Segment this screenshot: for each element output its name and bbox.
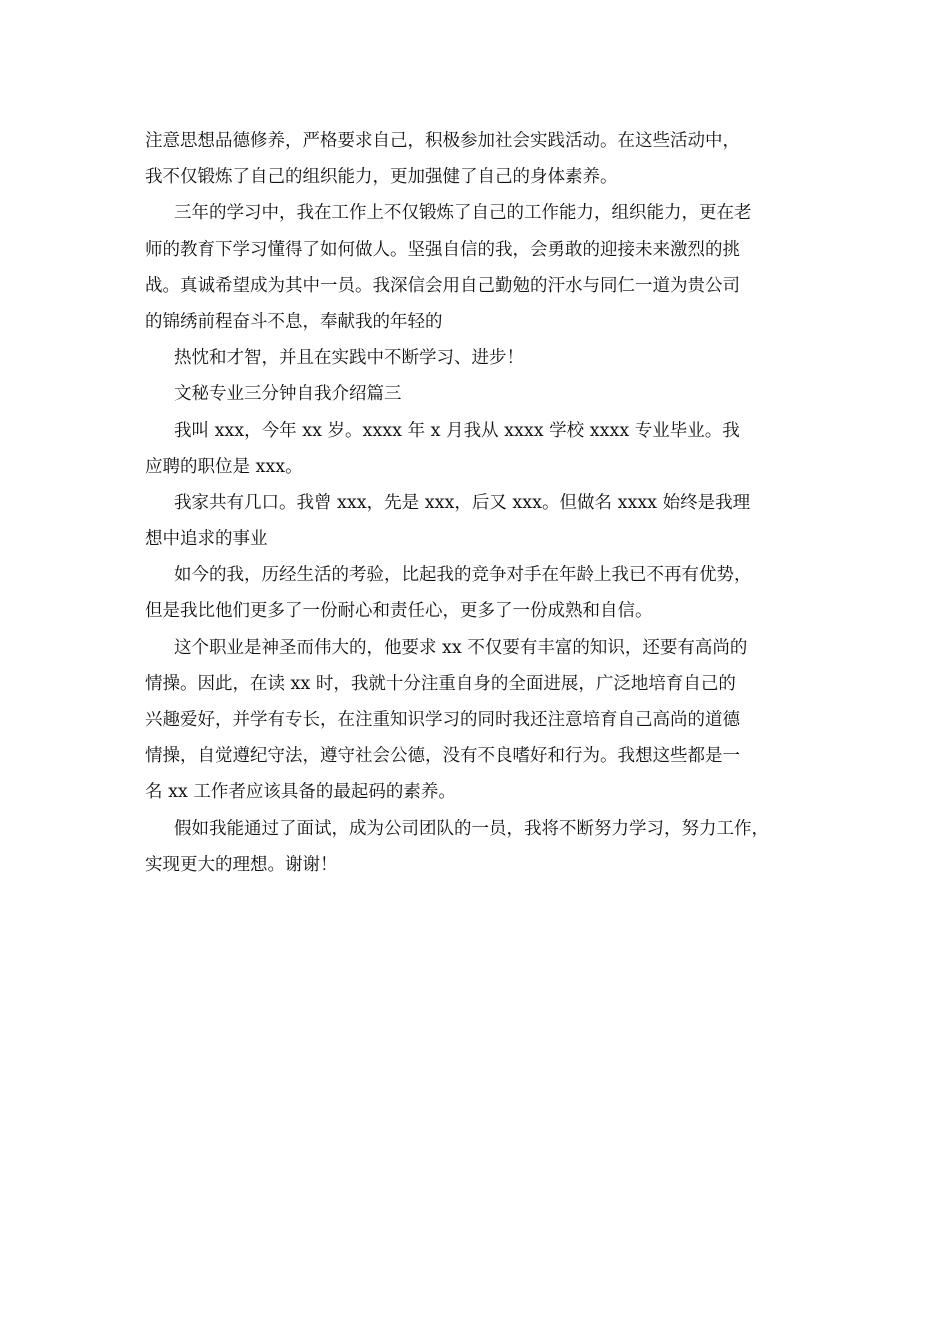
- text-line: 实现更大的理想。谢谢！: [145, 854, 338, 875]
- text-line: 的锦绣前程奋斗不息，奉献我的年轻的: [145, 311, 443, 332]
- text-line: 名 xx 工作者应该具备的最起码的素养。: [145, 782, 456, 803]
- text-line: 热忱和才智，并且在实践中不断学习、进步！: [174, 348, 524, 369]
- text-line: 假如我能通过了面试，成为公司团队的一员，我将不断努力学习，努力工作，: [174, 818, 769, 839]
- text-line: 文秘专业三分钟自我介绍篇三: [174, 384, 402, 405]
- text-line: 应聘的职位是 xxx。: [145, 456, 303, 477]
- text-line: 我家共有几口。我曾 xxx，先是 xxx，后又 xxx。但做名 xxxx 始终是我理: [174, 492, 751, 513]
- text-line: 注意思想品德修养，严格要求自己，积极参加社会实践活动。在这些活动中，: [145, 131, 740, 151]
- text-line: 我叫 xxx，今年 xx 岁。xxxx 年 x 月我从 xxxx 学校 xxxx 专业毕业。我: [174, 420, 740, 441]
- text-line: 兴趣爱好，并学有专长，在注重知识学习的同时我还注意培育自己高尚的道德: [145, 710, 740, 730]
- document-body: [145, 123, 815, 883]
- text-line: 情操，自觉遵纪守法，遵守社会公德，没有不良嗜好和行为。我想这些都是一: [145, 746, 740, 767]
- text-line: 但是我比他们更多了一份耐心和责任心，更多了一份成熟和自信。: [145, 601, 653, 622]
- text-line: 如今的我，历经生活的考验，比起我的竞争对手在年龄上我已不再有优势，: [174, 565, 752, 586]
- text-line: 我不仅锻炼了自己的组织能力，更加强健了自己的身体素养。: [145, 167, 618, 188]
- text-line: 情操。因此，在读 xx 时，我就十分注重自身的全面进展，广泛地培育自己的: [145, 673, 736, 694]
- text-line: 想中追求的事业: [145, 529, 268, 550]
- text-line: 三年的学习中，我在工作上不仅锻炼了自己的工作能力，组织能力，更在老: [174, 203, 752, 224]
- text-line: 这个职业是神圣而伟大的，他要求 xx 不仅要有丰富的知识，还要有高尚的: [174, 637, 748, 658]
- text-line: 战。真诚希望成为其中一员。我深信会用自己勤勉的汗水与同仁一道为贵公司: [145, 275, 740, 296]
- text-line: 师的教育下学习懂得了如何做人。坚强自信的我，会勇敢的迎接未来激烈的挑: [145, 239, 740, 260]
